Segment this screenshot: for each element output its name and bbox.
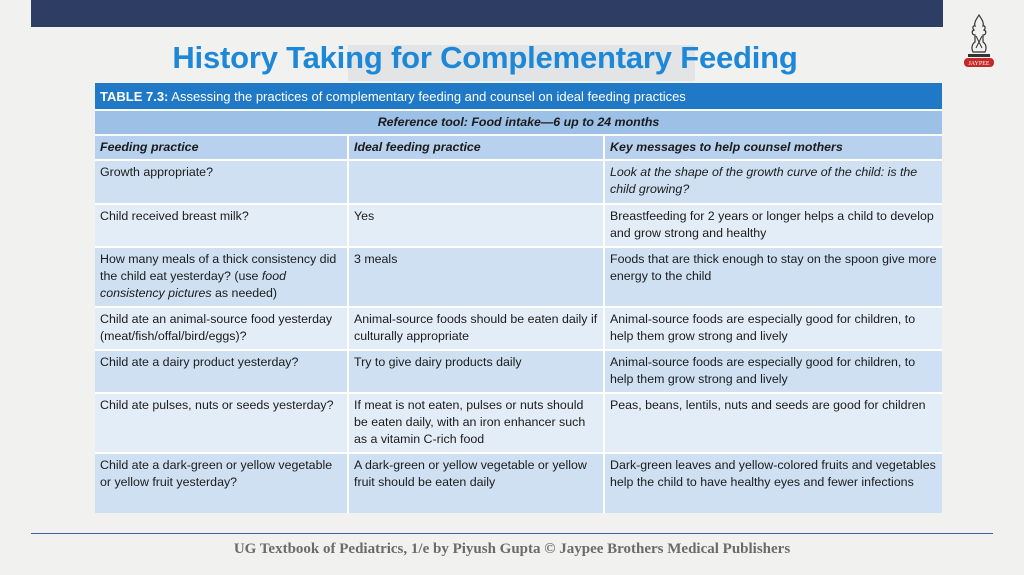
table-row [95, 247, 942, 307]
feeding-practice-cell: Child ate a dark-green or yellow vegetable or yellow fruit yesterday? [95, 453, 348, 513]
table-row [95, 393, 942, 453]
feeding-table-container [95, 83, 942, 513]
ideal-practice-cell: Try to give dairy products daily [348, 350, 604, 393]
practice-text: How many meals of a thick consistency did the child eat yesterday? (use [100, 252, 337, 283]
table-row [95, 204, 942, 247]
slide-title: History Taking for Complementary Feeding [172, 40, 798, 75]
feeding-practice-cell: Child received breast milk? [95, 204, 348, 247]
feeding-practice-cell: Growth appropriate? [95, 160, 348, 204]
reference-row [95, 110, 942, 135]
header-key-messages: Key messages to help counsel mothers [604, 135, 942, 160]
key-message-cell: Peas, beans, lentils, nuts and seeds are good for children [604, 393, 942, 453]
key-message-cell: Animal-source foods are especially good for children, to help them grow strong and lively [604, 350, 942, 393]
ideal-practice-cell: Yes [348, 204, 604, 247]
feeding-practice-cell [95, 247, 348, 307]
top-banner-bar [31, 0, 943, 27]
table-caption [95, 83, 942, 110]
ideal-practice-cell [348, 160, 604, 204]
key-message-cell: Foods that are thick enough to stay on the spoon give more energy to the child [604, 247, 942, 307]
feeding-practice-cell: Child ate an animal-source food yesterday (meat/fish/offal/bird/eggs)? [95, 307, 348, 350]
footer-credit: UG Textbook of Pediatrics, 1/e by Piyush Gupta © Jaypee Brothers Medical Publishers [233, 541, 791, 557]
logo-text: JAYPEE [968, 61, 990, 67]
table-row [95, 160, 942, 204]
ideal-practice-cell: If meat is not eaten, pulses or nuts should be eaten daily, with an iron enhancer such as a vitamin C-rich food [348, 393, 604, 453]
table-caption-row [95, 83, 942, 110]
ideal-practice-cell: A dark-green or yellow vegetable or yellow fruit should be eaten daily [348, 453, 604, 513]
table-row [95, 307, 942, 350]
key-message-cell: Animal-source foods are especially good for children, to help them grow strong and lively [604, 307, 942, 350]
header-feeding-practice: Feeding practice [95, 135, 348, 160]
key-message-cell: Dark-green leaves and yellow-colored fruits and vegetables help the child to have healthy eyes and fewer infections [604, 453, 942, 513]
table-row [95, 350, 942, 393]
table-caption-text: Assessing the practices of complementary feeding and counsel on ideal feeding practices [168, 89, 686, 104]
feeding-practice-cell: Child ate pulses, nuts or seeds yesterday? [95, 393, 348, 453]
table-row [95, 453, 942, 513]
key-message-cell: Breastfeeding for 2 years or longer helps a child to develop and grow strong and healthy [604, 204, 942, 247]
practice-text-italic: food consistency pictures [100, 269, 286, 300]
key-message-cell: Look at the shape of the growth curve of the child: is the child growing? [604, 160, 942, 204]
feeding-practice-cell: Child ate a dairy product yesterday? [95, 350, 348, 393]
table-caption-label: TABLE 7.3: [100, 89, 169, 104]
footer-divider [31, 533, 993, 534]
header-ideal-practice: Ideal feeding practice [348, 135, 604, 160]
table-header-row [95, 135, 942, 160]
ideal-practice-cell: 3 meals [348, 247, 604, 307]
feeding-practices-table [95, 83, 942, 513]
practice-text-end: as needed) [211, 286, 278, 300]
reference-tool: Reference tool: Food intake—6 up to 24 months [95, 110, 942, 135]
ideal-practice-cell: Animal-source foods should be eaten daily if culturally appropriate [348, 307, 604, 350]
